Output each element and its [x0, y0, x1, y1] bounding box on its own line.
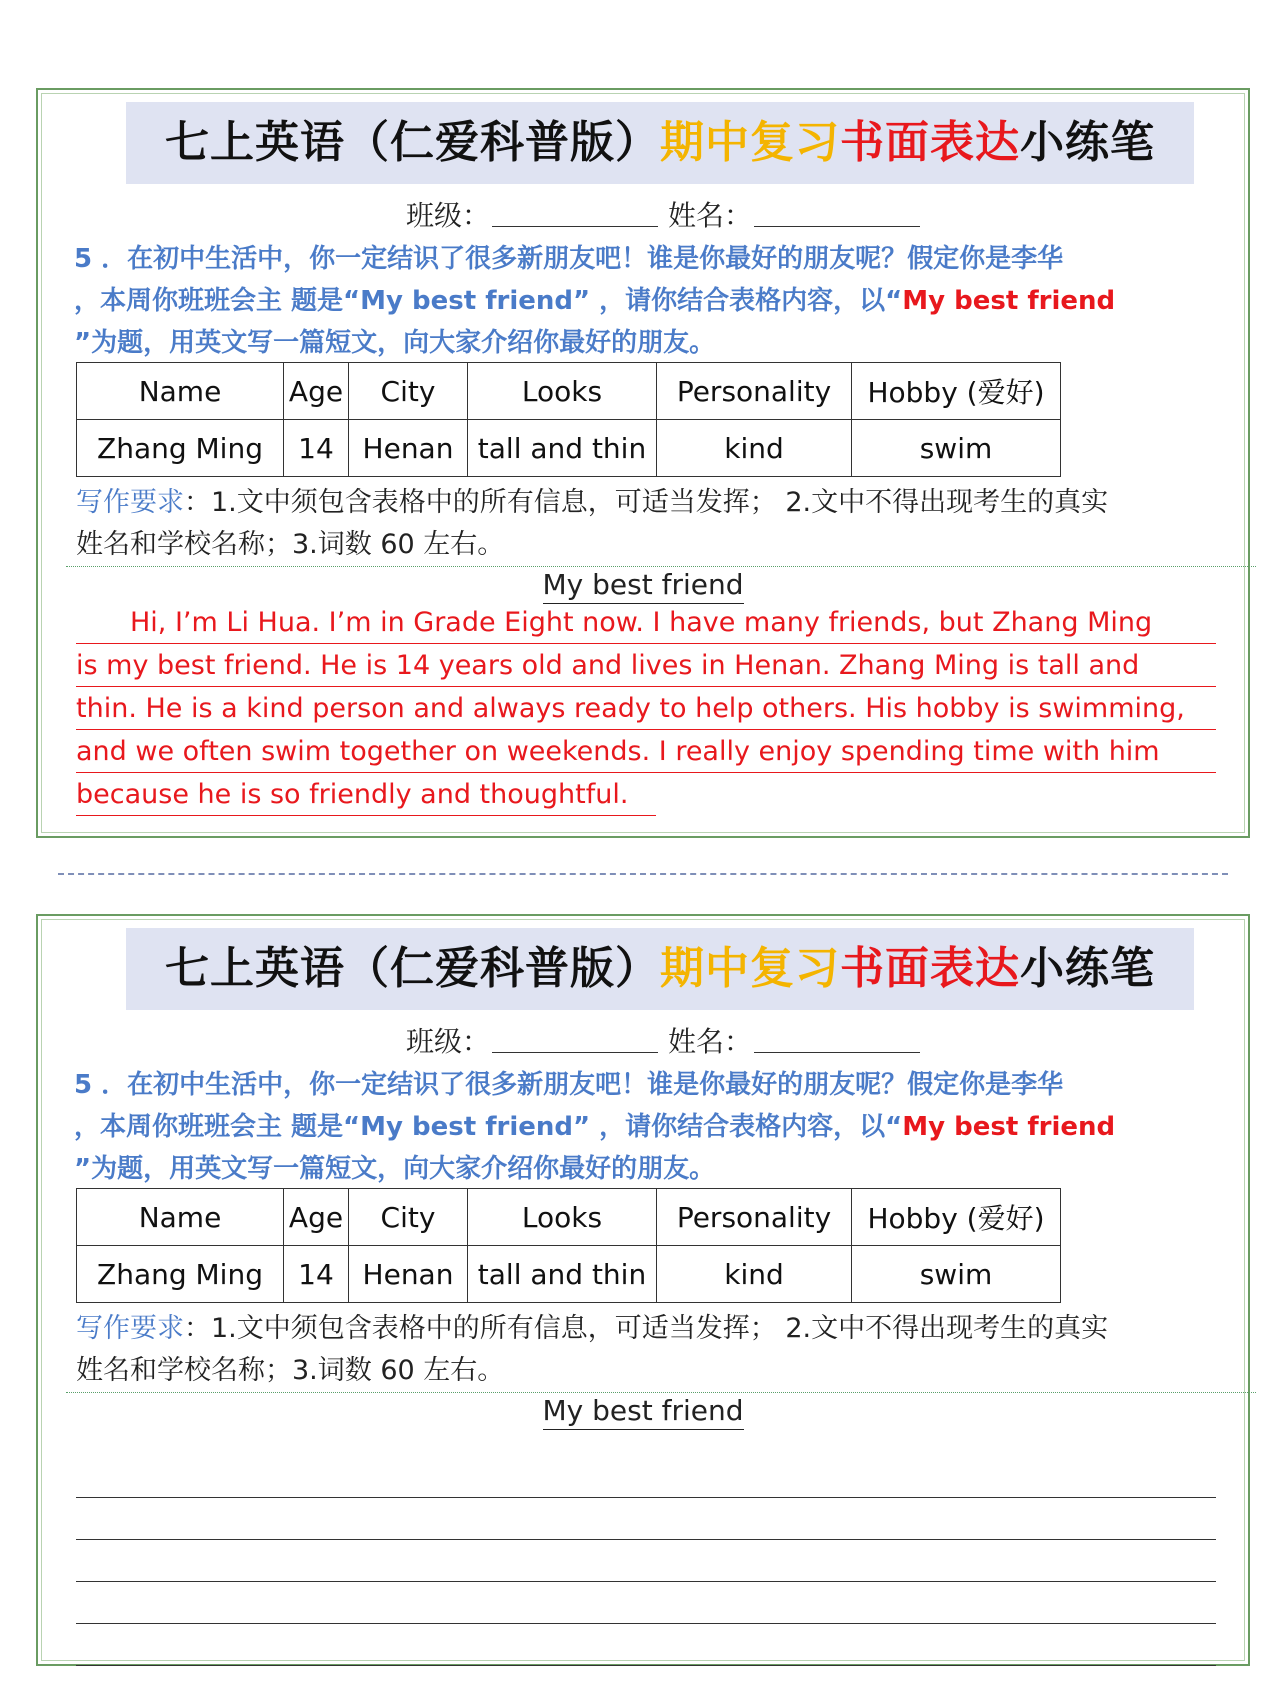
prompt-topic: My best friend — [902, 1112, 1116, 1142]
table-header-cell: City — [349, 363, 468, 420]
title-part-2: 期中复习 — [660, 943, 840, 994]
req-line-1 — [76, 482, 1256, 524]
dashed-separator — [58, 873, 1228, 875]
prompt-line-2-text: ，本周你班班会主 题是“My best friend” ，请你结合表格内容，以“ — [74, 1112, 903, 1142]
title-part-3: 书面表达 — [840, 943, 1020, 994]
table-header-cell: City — [349, 1189, 468, 1246]
dotted-divider — [66, 1392, 1256, 1393]
info-table — [76, 1188, 1061, 1303]
essay-line: thin. He is a kind person and always ready to help others. His hobby is swimming, — [76, 688, 1216, 730]
table-cell: Henan — [349, 1246, 468, 1303]
worksheet-title — [126, 102, 1194, 184]
table-cell: Zhang Ming — [77, 1246, 284, 1303]
writing-requirements — [76, 1308, 1256, 1392]
writing-line[interactable] — [76, 1456, 1216, 1498]
name-blank[interactable] — [754, 226, 920, 227]
table-header-cell: Looks — [468, 1189, 657, 1246]
prompt-line-3: ”为题，用英文写一篇短文，向大家介绍你最好的朋友。 — [74, 1154, 716, 1184]
writing-line[interactable] — [76, 1540, 1216, 1582]
title-part-3: 书面表达 — [840, 117, 1020, 168]
class-label: 班级： — [406, 1025, 491, 1058]
essay-line: is my best friend. He is 14 years old and lives in Henan. Zhang Ming is tall and — [76, 645, 1216, 687]
table-header-cell: Hobby (爱好) — [852, 363, 1061, 420]
essay-title — [38, 568, 1248, 601]
writing-line[interactable] — [76, 1582, 1216, 1624]
table-row — [77, 1246, 1061, 1303]
table-cell: swim — [852, 420, 1061, 477]
prompt-line-1: 5 ．在初中生活中，你一定结识了很多新朋友吧！谁是你最好的朋友呢？假定你是李华 — [74, 1070, 1064, 1100]
table-cell: Henan — [349, 420, 468, 477]
class-name-line — [38, 1016, 1248, 1056]
writing-area[interactable] — [76, 1456, 1216, 1666]
prompt-line-1: 5 ．在初中生活中，你一定结识了很多新朋友吧！谁是你最好的朋友呢？假定你是李华 — [74, 244, 1064, 274]
name-blank[interactable] — [754, 1052, 920, 1053]
worksheet-practice — [36, 914, 1250, 1666]
prompt-line-2 — [74, 280, 1254, 322]
table-header-cell: Personality — [657, 1189, 852, 1246]
table-cell: 14 — [284, 1246, 349, 1303]
worksheet-title — [126, 928, 1194, 1010]
table-cell: kind — [657, 1246, 852, 1303]
table-header-cell: Age — [284, 363, 349, 420]
essay-title-text: My best friend — [543, 1394, 744, 1430]
table-row — [77, 1189, 1061, 1246]
title-part-4: 小练笔 — [1020, 117, 1155, 168]
writing-line[interactable] — [76, 1624, 1216, 1666]
table-cell: Zhang Ming — [77, 420, 284, 477]
essay-line: Hi, I’m Li Hua. I’m in Grade Eight now. I have many friends, but Zhang Ming — [76, 602, 1216, 644]
table-cell: 14 — [284, 420, 349, 477]
prompt-line-3: ”为题，用英文写一篇短文，向大家介绍你最好的朋友。 — [74, 328, 716, 358]
dotted-divider — [66, 566, 1256, 567]
table-cell: tall and thin — [468, 1246, 657, 1303]
table-cell: kind — [657, 420, 852, 477]
writing-requirements — [76, 482, 1256, 566]
essay-line: and we often swim together on weekends. I really enjoy spending time with him — [76, 731, 1216, 773]
title-part-2: 期中复习 — [660, 117, 840, 168]
prompt-topic: My best friend — [902, 286, 1116, 316]
prompt-line-2 — [74, 1106, 1254, 1148]
prompt-text — [74, 238, 1254, 364]
essay-title-text: My best friend — [543, 568, 744, 604]
table-header-cell: Hobby (爱好) — [852, 1189, 1061, 1246]
table-header-cell: Looks — [468, 363, 657, 420]
essay-line: because he is so friendly and thoughtful. — [76, 774, 656, 816]
req-label: 写作要求 — [76, 487, 184, 518]
table-cell: tall and thin — [468, 420, 657, 477]
req-text-1: ：1.文中须包含表格中的所有信息，可适当发挥； 2.文中不得出现考生的真实 — [184, 487, 1109, 518]
table-header-cell: Name — [77, 363, 284, 420]
class-name-line — [38, 190, 1248, 230]
worksheet-sample — [36, 88, 1250, 838]
sample-essay — [76, 602, 1216, 817]
req-text-1: ：1.文中须包含表格中的所有信息，可适当发挥； 2.文中不得出现考生的真实 — [184, 1313, 1109, 1344]
title-part-1: 七上英语（仁爱科普版） — [165, 117, 660, 168]
name-label: 姓名： — [668, 199, 753, 232]
prompt-text — [74, 1064, 1254, 1190]
req-line-2: 姓名和学校名称；3.词数 60 左右。 — [76, 1355, 505, 1386]
table-cell: swim — [852, 1246, 1061, 1303]
class-blank[interactable] — [492, 1052, 658, 1053]
table-header-cell: Personality — [657, 363, 852, 420]
req-line-1 — [76, 1308, 1256, 1350]
req-label: 写作要求 — [76, 1313, 184, 1344]
prompt-line-2-text: ，本周你班班会主 题是“My best friend” ，请你结合表格内容，以“ — [74, 286, 903, 316]
req-line-2: 姓名和学校名称；3.词数 60 左右。 — [76, 529, 505, 560]
table-header-cell: Name — [77, 1189, 284, 1246]
class-blank[interactable] — [492, 226, 658, 227]
table-row — [77, 420, 1061, 477]
info-table — [76, 362, 1061, 477]
title-part-4: 小练笔 — [1020, 943, 1155, 994]
table-row — [77, 363, 1061, 420]
title-part-1: 七上英语（仁爱科普版） — [165, 943, 660, 994]
name-label: 姓名： — [668, 1025, 753, 1058]
table-header-cell: Age — [284, 1189, 349, 1246]
writing-line[interactable] — [76, 1498, 1216, 1540]
essay-title — [38, 1394, 1248, 1427]
class-label: 班级： — [406, 199, 491, 232]
